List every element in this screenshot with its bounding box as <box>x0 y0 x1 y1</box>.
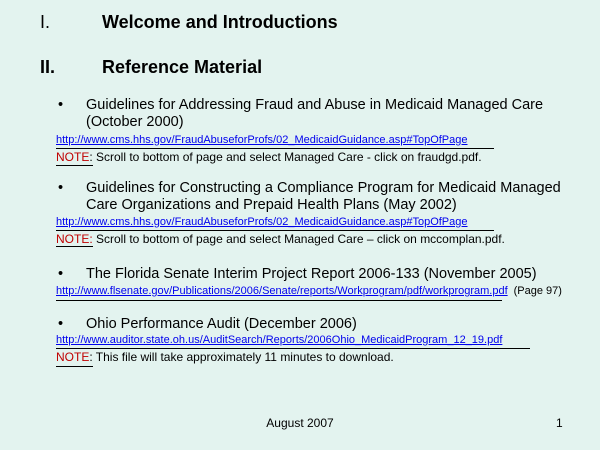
link-compliance-guidance[interactable]: http://www.cms.hhs.gov/FraudAbuseforProfs/02_MedicaidGuidance.asp#TopOfPage <box>56 216 468 228</box>
divider <box>56 348 530 349</box>
link-ohio-audit[interactable]: http://www.auditor.state.oh.us/AuditSearch/Reports/2006Ohio_MedicaidProgram_12_19.pdf <box>56 334 503 346</box>
list-item-ohio-audit <box>58 316 578 333</box>
note-text: : Scroll to bottom of page and select Managed Care - click on fraudgd.pdf. <box>89 150 482 164</box>
item-title: Guidelines for Constructing a Compliance Program for Medicaid Managed Care Organizations and Prepaid Health Plans (May 2002) <box>86 180 561 213</box>
note-text: Scroll to bottom of page and select Managed Care – click on mccomplan.pdf. <box>92 232 505 246</box>
list-item-florida-report <box>58 266 578 283</box>
note-label: NOTE <box>56 350 90 364</box>
item-title: The Florida Senate Interim Project Report 2006-133 (November 2005) <box>86 266 537 282</box>
divider <box>56 230 494 231</box>
bullet-icon: • <box>58 180 64 196</box>
note-underline <box>56 366 93 367</box>
note-text: : This file will take approximately 11 minutes to download. <box>89 350 394 364</box>
footer-date: August 2007 <box>266 416 334 430</box>
heading-text: Reference Material <box>102 57 263 77</box>
link-row <box>56 334 502 346</box>
heading-welcome <box>40 12 338 33</box>
list-item-fraud-guidelines <box>58 97 578 131</box>
heading-number: I. <box>40 12 51 32</box>
heading-text: Welcome and Introductions <box>102 12 338 32</box>
list-item-compliance-guidelines <box>58 180 578 214</box>
link-fraud-guidance[interactable]: http://www.cms.hhs.gov/FraudAbuseforProfs/02_MedicaidGuidance.asp#TopOfPage <box>56 134 468 146</box>
bullet-icon: • <box>58 97 64 113</box>
bullet-icon: • <box>58 266 64 282</box>
heading-reference <box>40 57 262 78</box>
link-row <box>56 134 468 146</box>
note-row <box>56 350 394 364</box>
link-row <box>56 216 468 228</box>
divider <box>56 300 502 301</box>
note-row <box>56 232 505 246</box>
note-label: NOTE <box>56 150 90 164</box>
bullet-icon: • <box>58 316 64 332</box>
note-underline <box>56 165 93 166</box>
note-row <box>56 150 482 164</box>
page-reference: (Page 97) <box>513 285 562 297</box>
note-underline <box>56 246 93 247</box>
heading-number: II. <box>40 57 56 77</box>
item-title: Guidelines for Addressing Fraud and Abuse in Medicaid Managed Care (October 2000) <box>86 97 544 130</box>
link-florida-report[interactable]: http://www.flsenate.gov/Publications/2006/Senate/reports/Workprogram/pdf/workprogram.pdf <box>56 285 508 297</box>
item-title: Ohio Performance Audit (December 2006) <box>86 316 357 332</box>
link-row <box>56 285 562 297</box>
page-number: 1 <box>556 416 563 430</box>
note-label: NOTE: <box>56 232 93 246</box>
divider <box>56 148 494 149</box>
